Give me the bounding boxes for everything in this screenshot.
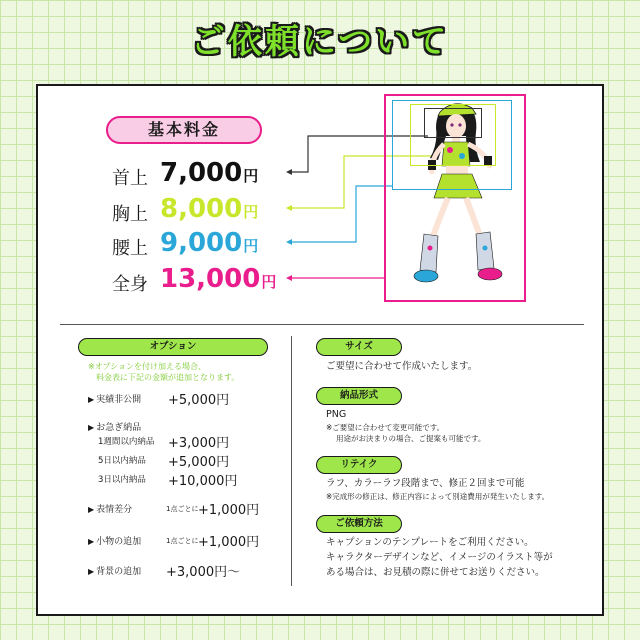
retake-text: ラフ、カラーラフ段階まで、修正２回まで可能 bbox=[326, 478, 525, 489]
howto-line-1: キャプションのテンプレートをご利用ください。 bbox=[326, 537, 534, 548]
howto-badge: ご依頼方法 bbox=[316, 515, 402, 533]
option-private-price: +5,000円 bbox=[168, 393, 230, 408]
option-rush-5day: 5日以内納品 bbox=[98, 456, 146, 466]
format-note-2: 用途がお決まりの場合、ご提案も可能です。 bbox=[336, 434, 486, 443]
option-rush-1week-price: +3,000円 bbox=[168, 436, 230, 451]
option-expression-price: +1,000円 bbox=[198, 503, 260, 518]
option-props: ▶ 小物の追加 bbox=[88, 537, 142, 547]
option-background: ▶ 背景の追加 bbox=[88, 567, 142, 577]
option-expression-per: 1点ごとに bbox=[166, 505, 199, 513]
howto-line-3: ある場合は、お見積の際に併せてお送りください。 bbox=[326, 567, 545, 578]
option-rush-3day-price: +10,000円 bbox=[168, 474, 238, 489]
price-amount: 9,000円 bbox=[160, 228, 259, 258]
info-card bbox=[36, 84, 604, 616]
howto-line-2: キャラクターデザインなど、イメージのイラスト等が bbox=[326, 552, 553, 563]
option-private: ▶ 実績非公開 bbox=[88, 395, 142, 405]
price-part-label: 首上 bbox=[112, 168, 148, 189]
price-part-label: 全身 bbox=[112, 274, 148, 295]
page-title: ご依頼について bbox=[190, 22, 450, 62]
option-rush: ▶ お急ぎ納品 bbox=[88, 423, 142, 433]
option-props-price: +1,000円 bbox=[198, 535, 260, 550]
option-expression: ▶ 表情差分 bbox=[88, 505, 133, 515]
price-part-label: 胸上 bbox=[112, 204, 148, 225]
options-badge: オプション bbox=[78, 338, 268, 356]
retake-note: ※完成形の修正は、修正内容によって別途費用が発生いたします。 bbox=[326, 492, 550, 501]
options-note-2: 料金表に下記の金額が追加となります。 bbox=[96, 373, 240, 382]
price-amount: 8,000円 bbox=[160, 194, 259, 224]
column-divider bbox=[291, 336, 292, 586]
option-rush-5day-price: +5,000円 bbox=[168, 455, 230, 470]
price-amount: 13,000円 bbox=[160, 264, 277, 294]
format-text: PNG bbox=[326, 409, 347, 420]
retake-badge: リテイク bbox=[316, 456, 402, 474]
option-rush-3day: 3日以内納品 bbox=[98, 475, 146, 485]
option-background-price: +3,000円〜 bbox=[166, 565, 241, 580]
option-props-per: 1点ごとに bbox=[166, 537, 199, 545]
option-rush-1week: 1週間以内納品 bbox=[98, 437, 155, 447]
size-badge: サイズ bbox=[316, 338, 402, 356]
section-divider bbox=[60, 324, 584, 325]
price-part-label: 腰上 bbox=[112, 238, 148, 259]
format-badge: 納品形式 bbox=[316, 387, 402, 405]
price-amount: 7,000円 bbox=[160, 158, 259, 188]
head-up-frame bbox=[424, 108, 482, 138]
options-note-1: ※オプションを付け加える場合、 bbox=[88, 362, 206, 371]
base-price-badge: 基本料金 bbox=[106, 116, 262, 144]
size-text: ご要望に合わせて作成いたします。 bbox=[326, 361, 478, 372]
format-note-1: ※ご要望に合わせて変更可能です。 bbox=[326, 423, 445, 432]
